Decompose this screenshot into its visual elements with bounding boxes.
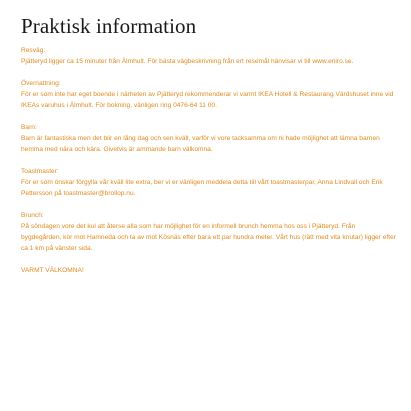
section-body: Barn är fantastiska men det blir en lång dag och sen kväll, varför vi vore tacksamma om ni hade möjlighet att lämna barnen hemma med nära och kära. Givetvis är ammande barn välkomna. xyxy=(21,135,380,153)
section-body: Pjätteryd ligger ca 15 minuter från Älmhult. För bästa vägbeskrivning från ert resemål hänvisar vi till www.eniro.se. xyxy=(21,58,354,65)
section-heading: Övernattning: xyxy=(21,80,61,87)
section-body: För er som inte har eget boende i närheten av Pjätteryd rekommenderar vi varmt IKEA Hotell & Restaurang Värdshuset inne vid IKEAs varuhus i Älmhult. För bokning, vänligen ring 0476-64 11 00. xyxy=(21,91,394,109)
section-accommodation xyxy=(21,78,397,111)
section-heading: Resväg: xyxy=(21,47,46,54)
section-heading: Brunch: xyxy=(21,212,44,219)
section-travel xyxy=(21,45,397,67)
section-body: För er som önskar förgylla vår kväll lite extra, ber vi er vänligen meddela detta till vårt toastmasterpar, Anna Lindvall och Erik Pettersson på toastmaster@brollop.nu. xyxy=(21,179,383,197)
section-heading: Toastmaster: xyxy=(21,168,59,175)
info-page xyxy=(21,14,397,276)
section-toastmaster xyxy=(21,166,397,199)
section-children xyxy=(21,122,397,155)
closing-greeting: VARMT VÄLKOMNA! xyxy=(21,267,84,274)
page-title: Praktisk information xyxy=(21,14,197,38)
section-heading: Barn: xyxy=(21,124,37,131)
section-brunch xyxy=(21,210,397,254)
section-body: På söndagen vore det kul att återse alla som har möjlighet för en informell brunch hemma hos oss i Pjätteryd. Från bygdegården, kör mot Hamneda och ta av mot Kösnäs efter bara ett par hundra meter. Vårt hus (rätt med vita knutar) ligger efter ca 1 km på vänster sida. xyxy=(21,223,396,252)
